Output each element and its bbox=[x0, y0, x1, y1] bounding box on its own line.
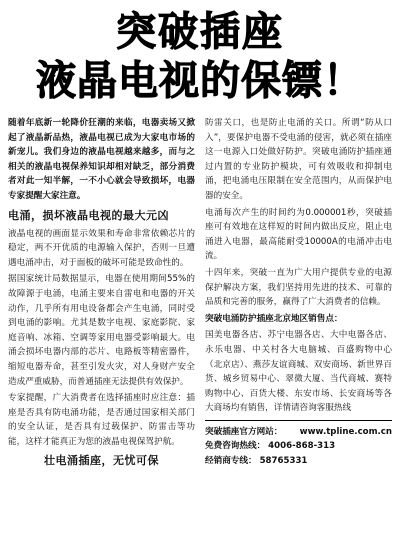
subheading-surge: 电涌，损坏液晶电视的最大元凶 bbox=[8, 208, 169, 222]
paragraph: 防雷关口，也是防止电涌的关口。所谓“防从口入”，要保护电器不受电涌的侵害，就必须在插座这一电源入口处做好防护。突破电涌防护插座通过内置的专业防护模块，可有效吸收和抑制电涌，把电涌电压限制在安全范围内，从而保护电器的安全。 bbox=[205, 118, 392, 201]
paragraph: 液晶电视的画面显示效果和寿命非常依赖芯片的稳定，两不开优质的电源输入保护，否则一旦遭遇电涌冲击，对于面板的破坏可能是致命性的。 bbox=[8, 228, 195, 268]
headline-line-1: 突破插座 bbox=[116, 9, 284, 55]
subheading-protection: 壮电涌插座，无忧可保 bbox=[44, 454, 159, 468]
divider bbox=[205, 420, 392, 421]
paragraph: 十四年来，突破一直为广大用户提供专业的电源保护解决方案，我们坚持用先进的技术、可靠的品质和完善的服务，赢得了广大消费者的信赖。 bbox=[205, 267, 392, 308]
website-label: 突破插座官方网站： bbox=[205, 426, 283, 437]
contact-block bbox=[205, 425, 392, 469]
website-link[interactable]: www.tpline.com.cn bbox=[299, 426, 392, 437]
paragraph: 据国家统计局数据显示，电器在使用期间55%的故障源于电涌，电涌主要来自雷电和电器的开关动作，几乎所有用电设备都会产生电涌，同时受到电涌的影响。尤其是数字电视、家庭影院、家庭音响、冰箱、空调等家用电器受影响最大。电涌会损坏电器内部的芯片、电路板等精密器件，缩短电器寿命，甚至引发火灾，对人身财产安全造成严重威胁，而普通插座无法提供有效保护。 bbox=[8, 274, 195, 387]
hotline-row bbox=[205, 439, 392, 454]
dealer-number: 58765331 bbox=[259, 456, 308, 467]
right-column bbox=[205, 116, 392, 546]
article-columns bbox=[8, 116, 392, 546]
paragraph: 电涌每次产生的时间约为0.000001秒，突破插座可有效地在这样短的时间内做出反应，阻止电涌进入电器，最高能耐受10000A的电涌冲击电流。 bbox=[205, 207, 392, 262]
hotline-number: 4006-868-313 bbox=[268, 441, 336, 452]
left-column bbox=[8, 116, 195, 546]
dealer-row bbox=[205, 454, 392, 469]
sales-points: 国美电器各店、苏宁电器各店、大中电器各店、永乐电器、中关村各大电脑城、百盛购物中心（北京店）、燕莎友谊商城、双安商场、新世界百货、城乡贸易中心、翠微大厦、当代商城、赛特购物中心、百货大楼、东安市场、长安商场等各大商场均有销售，详情请咨询客服热线 bbox=[205, 330, 392, 414]
hotline-label: 免费咨询热线： bbox=[205, 441, 266, 452]
headline-line-2: 液晶电视的保镖！ bbox=[36, 58, 364, 104]
website-row bbox=[205, 425, 392, 440]
lead-paragraph: 随着年底新一轮降价狂潮的来临，电器卖场又掀起了液晶新品热，液晶电视已成为大家电市场的新宠儿。我们身边的液晶电视越来越多，而与之相关的液晶电视保养知识却相对缺乏，部分消费者对此一知半解，一不小心就会导致损坏，电器专家提醒大家注意。 bbox=[8, 118, 195, 201]
paragraph: 专家提醒，广大消费者在选择插座时应注意：插座是否具有防电涌功能，是否通过国家相关部门的安全认证，是否具有过载保护、防雷击等功能，这样才能真正为您的液晶电视保驾护航。 bbox=[8, 393, 195, 447]
sales-heading: 突破电涌防护插座北京地区销售点： bbox=[205, 313, 343, 324]
dealer-label: 经销商专线： bbox=[205, 456, 257, 467]
headline bbox=[8, 10, 392, 104]
